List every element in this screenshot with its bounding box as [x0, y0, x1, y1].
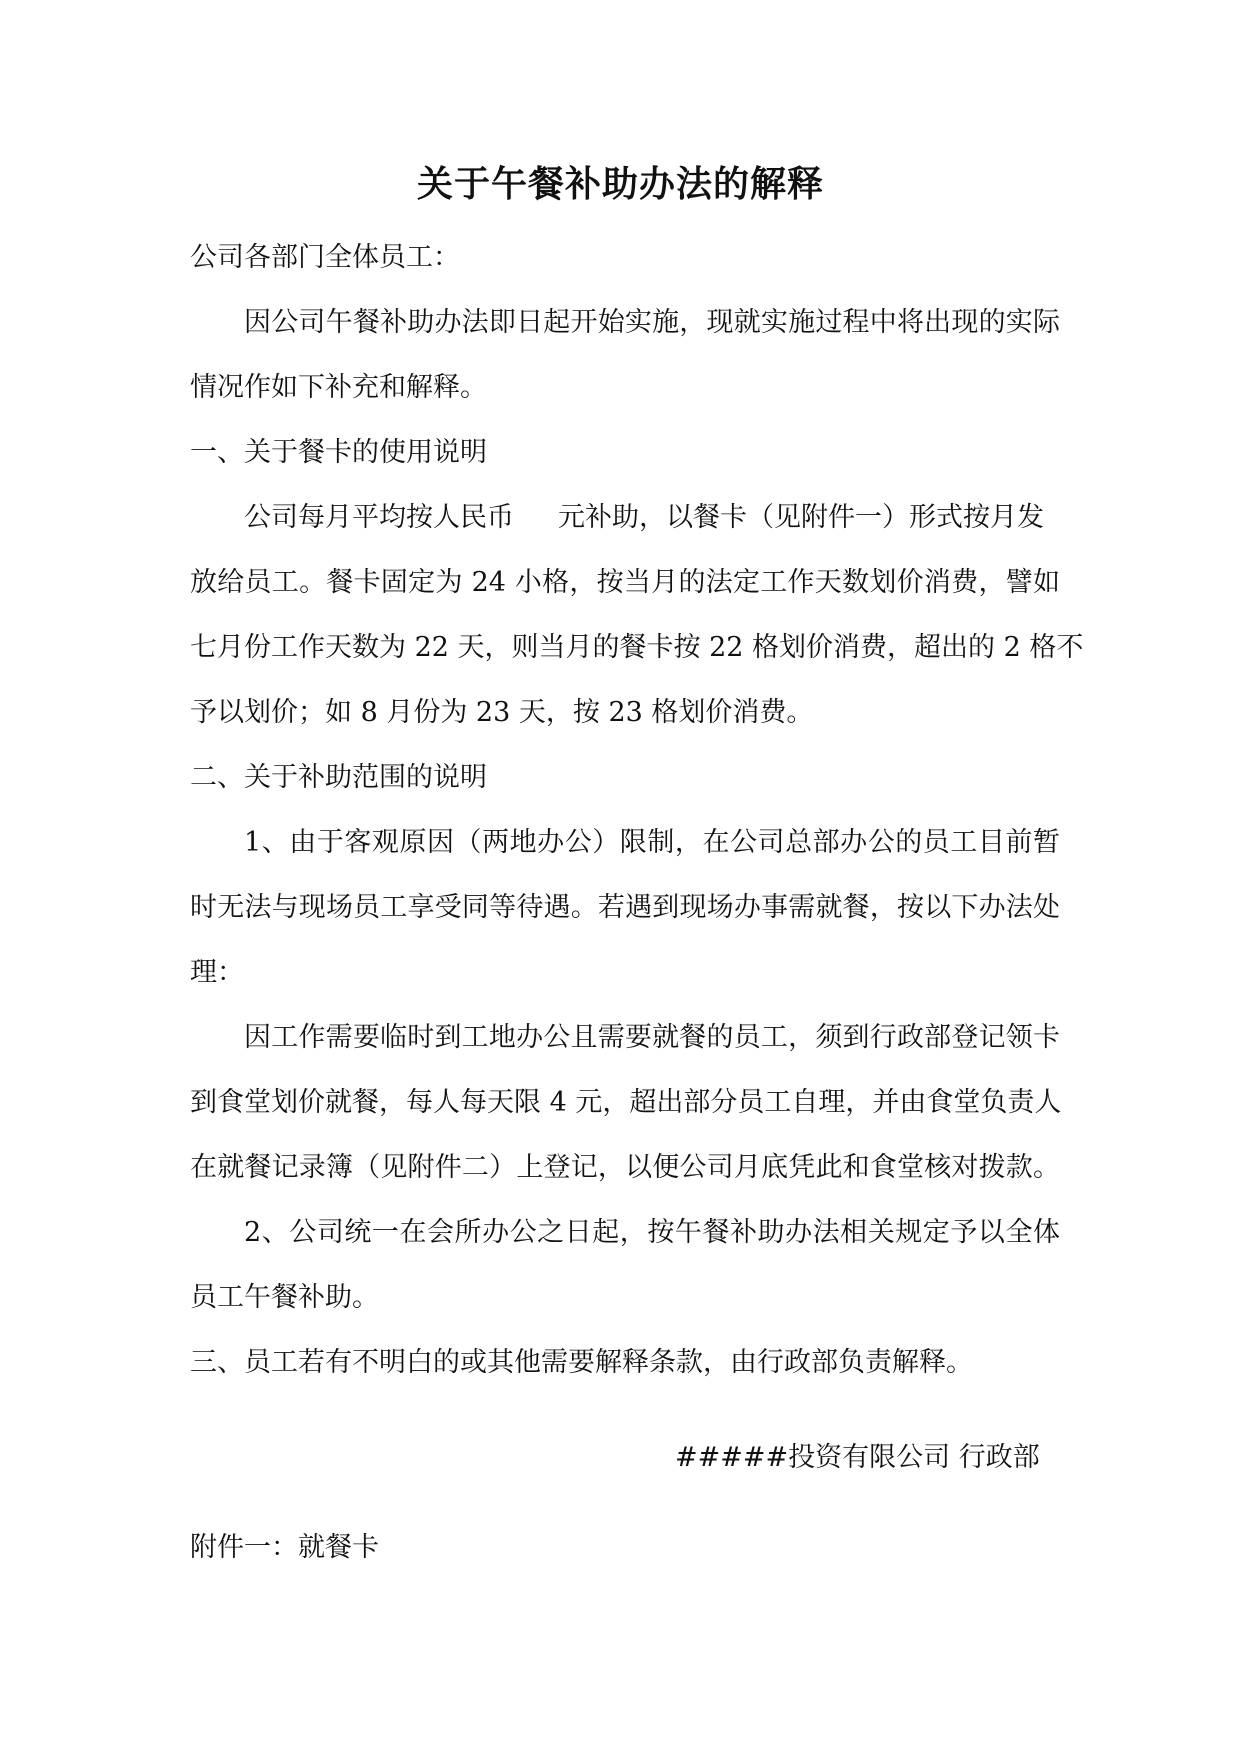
section-2-item-2-line-2: 员工午餐补助。: [190, 1282, 379, 1313]
section-1-line-1-start: 公司每月平均按人民币: [244, 502, 514, 533]
section-1-line-2: 放给员工。餐卡固定为 24 小格，按当月的法定工作天数划价消费，譬如: [190, 567, 1060, 598]
section-1-line-1: [190, 485, 1060, 550]
section-2-item-1-line-3: 理：: [190, 957, 244, 988]
section-2-item-2-line-1: 2、公司统一在会所办公之日起，按午餐补助办法相关规定予以全体: [244, 1217, 1060, 1248]
document-body: [190, 225, 1084, 1395]
section-3-heading: 三、员工若有不明白的或其他需要解释条款，由行政部负责解释。: [190, 1347, 973, 1378]
intro-line-2: 情况作如下补充和解释。: [190, 372, 487, 403]
signature: #####投资有限公司 行政部: [675, 1442, 1040, 1473]
intro-line-1: 因公司午餐补助办法即日起开始实施，现就实施过程中将出现的实际: [244, 307, 1060, 338]
document-title: 关于午餐补助办法的解释: [416, 163, 824, 205]
section-2-item-1-line-2: 时无法与现场员工享受同等待遇。若遇到现场办事需就餐，按以下办法处: [190, 892, 1060, 923]
section-1-line-1-end: 元补助，以餐卡（见附件一）形式按月发: [558, 502, 1044, 533]
section-1-line-4: 予以划价；如 8 月份为 23 天，按 23 格划价消费。: [190, 697, 814, 728]
section-2-item-1-line-1: 1、由于客观原因（两地办公）限制，在公司总部办公的员工目前暂: [244, 827, 1060, 858]
section-2-detail-line-2: 到食堂划价就餐，每人每天限 4 元，超出部分员工自理，并由食堂负责人: [190, 1087, 1062, 1118]
section-2-detail-line-3: 在就餐记录簿（见附件二）上登记，以便公司月底凭此和食堂核对拨款。: [190, 1152, 1060, 1183]
section-2-detail-line-1: 因工作需要临时到工地办公且需要就餐的员工，须到行政部登记领卡: [244, 1022, 1060, 1053]
section-1-heading: 一、关于餐卡的使用说明: [190, 437, 487, 468]
section-2-heading: 二、关于补助范围的说明: [190, 762, 487, 793]
section-1-line-3: 七月份工作天数为 22 天，则当月的餐卡按 22 格划价消费，超出的 2 格不: [190, 632, 1084, 663]
salutation: 公司各部门全体员工：: [190, 242, 460, 273]
attachment-label: 附件一：就餐卡: [190, 1532, 379, 1563]
